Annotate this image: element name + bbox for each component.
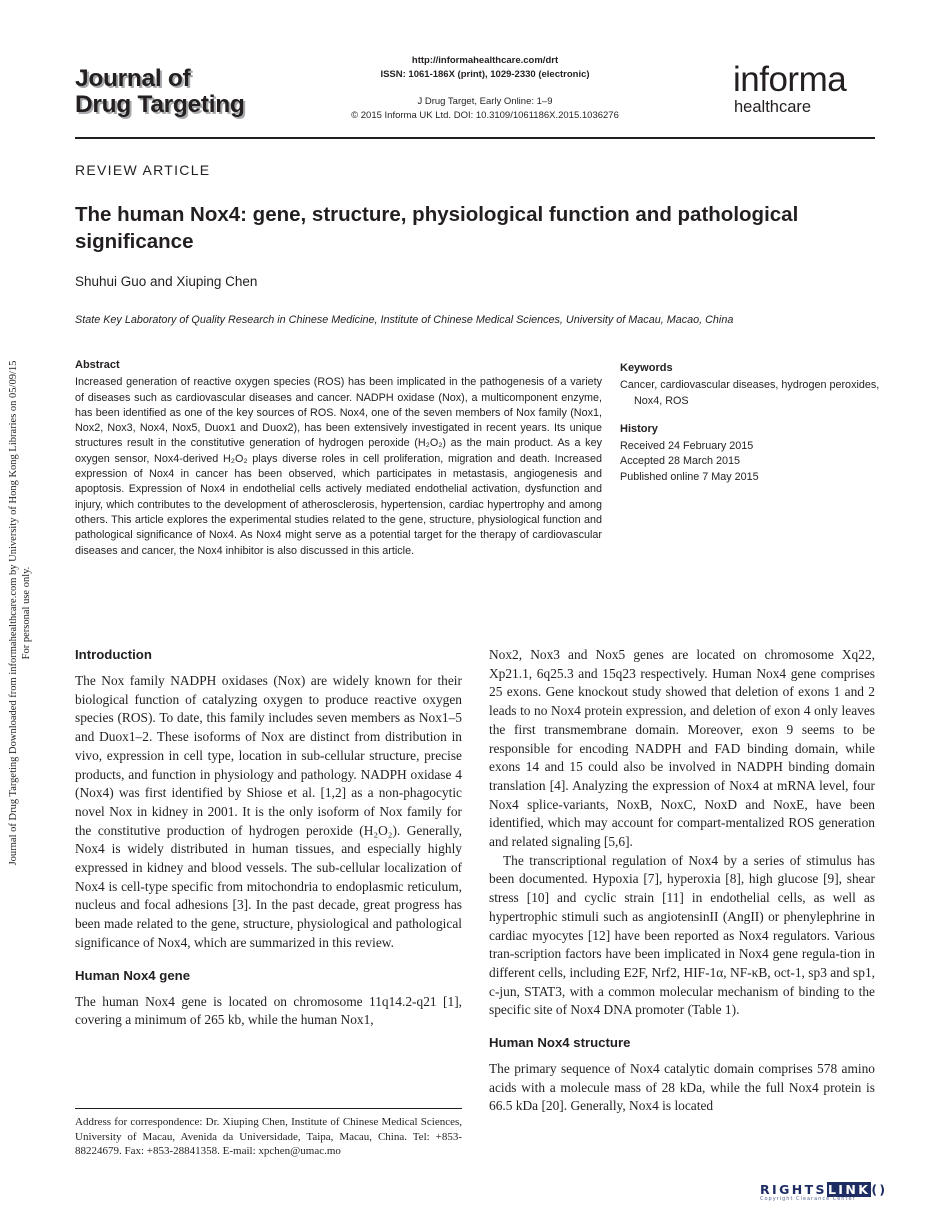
rightslink-word-post: () bbox=[871, 1182, 888, 1197]
abstract-box bbox=[75, 358, 602, 559]
article-title: The human Nox4: gene, structure, physiological function and pathological significance bbox=[75, 203, 799, 253]
rightslink-subtitle: Copyright Clearance Center bbox=[760, 1196, 856, 1202]
publisher-name: informa bbox=[733, 60, 847, 99]
gene-section-heading: Human Nox4 gene bbox=[75, 967, 191, 983]
body-column-right bbox=[489, 646, 875, 1116]
copyright-doi: © 2015 Informa UK Ltd. DOI: 10.3109/1061186X.2015.1036276 bbox=[351, 109, 619, 121]
keywords-text: Cancer, cardiovascular diseases, hydrogen peroxides, Nox4, ROS bbox=[620, 379, 880, 407]
header-meta bbox=[330, 54, 640, 122]
article-sidebar bbox=[620, 361, 880, 485]
history-heading: History bbox=[620, 422, 658, 435]
journal-logo-line-2: Drug Targeting bbox=[75, 91, 245, 118]
download-notice-line-2: For personal use only. bbox=[21, 566, 32, 660]
history-accepted: Accepted 28 March 2015 bbox=[620, 455, 741, 468]
abstract-text: Increased generation of reactive oxygen species (ROS) has been implicated in the pathogenesis of a variety of diseases such as cardiovascular diseases and cancer. NADPH oxidase (Nox), a multicomponent enzyme, has been identified as one of the key sources of ROS. Nox4, one of the seven members of Nox family (Nox1, Nox2, Nox3, Nox4, Nox5, Duox1 and Duox2), has been extensively investigated in recent years. Its unique structures result in the constitutive generation of hydrogen peroxide (H₂O₂) as the main product. As a key oxygen sensor, Nox4-derived H₂O₂ plays diverse roles in cell proliferation, migration and death. Increased expression of Nox4 in cancer has been observed, which participates in metastasis, angiogenesis and apoptosis. Expression of Nox4 in endothelial cells actively mediated endothelial activation, dysfunction and injury, which contributes to the development of atherosclerosis, hypertension, cardiac hypertrophy and among others. This article explores the experimental studies related to the gene, structure, physiological function and pathological significance of Nox4. As Nox4 might serve as a potential target for the therapy of cardiovascular diseases and cancer, the Nox4 inhibitor is also discussed in this article. bbox=[75, 376, 602, 557]
gene-paragraph-2: The transcriptional regulation of Nox4 by a series of stimulus has been documented. Hypoxia [7], hyperoxia [8], high glucose [9], shear stress [10] and cyclic strain [11] in endothelial cells, as well as hypertrophic stimuli such as angiotensinII (AngII) or phenylephrine in cardiac myocytes [12] have been reported as Nox4 regulators. Various tran-scription factors have been implicated in Nox4 gene regula-tion in different cells, including E2F, Nrf2, HIF-1α, NF-κB, oct-1, sp3 and sp1, c-jun, STAT3, with a common molecular mechanism of binding to the specific site of Nox4 DNA promoter (Table 1). bbox=[489, 852, 875, 1018]
journal-logo-line-1: Journal of bbox=[75, 65, 191, 92]
correspondence-footnote: Address for correspondence: Dr. Xiuping Chen, Institute of Chinese Medical Sciences, University of Macau, Avenida da Universidade, Taipa, Macau, China. Tel: +853-88224679. Fax: +853-28841358. E-mail: xpchen@umac.mo bbox=[75, 1116, 462, 1157]
footnote-divider bbox=[75, 1108, 462, 1109]
introduction-paragraph: The Nox family NADPH oxidases (Nox) are widely known for their biological function of catalyzing oxygen to produce reactive oxygen species (ROS). To date, this family includes seven members as Nox1–5 and Duox1–2. These isoforms of Nox are distinct from distribution in vivo, expression in cell type, location in sub-cellular structure, precise products, and function in physiology and pathology. NADPH oxidase 4 (Nox4) was first identified by Shiose et al. [1,2] as a non-phagocytic novel Nox in kidney in 2001. It is the only isoform of Nox family for the constitutive production of hydrogen peroxide (H₂O₂). Generally, Nox4 is widely distributed in human tissues, and especially highly expressed in kidney and blood vessels. The sub-cellular localization of Nox4 is cell-type specific from mitochondria to endoplasmic reticulum, nucleus and focal adhesions [3]. In the past decade, great progress has been made related to the gene, structure, physiological and pathological significance of Nox4, which are summarized in this review. bbox=[75, 673, 462, 950]
gene-paragraph-1-continued: Nox2, Nox3 and Nox5 genes are located on chromosome Xq22, Xp21.1, 6q25.3 and 15q23 respectively. Human Nox4 gene comprises 25 exons. Gene knockout study showed that deletion of exons 1 and 2 leads to no Nox4 protein expression, and deletion of exon 4 only leaves the first transmembrane domain. Moreover, exon 9 seems to be responsible for encoding NADPH and FAD binding domain, while exons 14 and 15 could also be involved in NADPH binding domain translation [4]. Analyzing the expression of Nox4 at mRNA level, four Nox4 splice-variants, NoxB, NoxC, NoxD and NoxE, have been identified, which may account for compart-mentalized ROS generation and related signaling [5,6]. bbox=[489, 647, 875, 850]
article-affiliation: State Key Laboratory of Quality Research in Chinese Medicine, Institute of Chinese Medical Sciences, University of Macau, Macao, China bbox=[75, 314, 734, 326]
article-authors: Shuhui Guo and Xiuping Chen bbox=[75, 274, 258, 289]
journal-logo bbox=[75, 66, 245, 118]
header-divider bbox=[75, 137, 875, 139]
publisher-subtitle: healthcare bbox=[734, 98, 812, 116]
journal-url[interactable]: http://informahealthcare.com/drt bbox=[411, 55, 559, 66]
journal-issn: ISSN: 1061-186X (print), 1029-2330 (electronic) bbox=[380, 68, 590, 80]
structure-paragraph-1: The primary sequence of Nox4 catalytic domain comprises 578 amino acids with a molecule mass of 28 kDa, while the full Nox4 protein is 66.5 kDa [20]. Generally, Nox4 is located bbox=[489, 1061, 875, 1114]
abstract-heading: Abstract bbox=[75, 359, 120, 371]
rightslink-wordmark bbox=[760, 1182, 888, 1197]
history-published: Published online 7 May 2015 bbox=[620, 470, 759, 483]
download-notice-line-1: Journal of Drug Targeting Downloaded from informahealthcare.com by University of Hong Kong Libraries on 05/09/15 bbox=[8, 360, 19, 866]
publisher-logo bbox=[733, 62, 846, 116]
journal-citation: J Drug Target, Early Online: 1–9 bbox=[417, 96, 553, 107]
keywords-heading: Keywords bbox=[620, 362, 673, 374]
body-column-left bbox=[75, 646, 462, 1030]
structure-section-heading: Human Nox4 structure bbox=[489, 1035, 631, 1051]
rightslink-logo[interactable] bbox=[760, 1182, 888, 1202]
introduction-heading: Introduction bbox=[75, 647, 152, 662]
history-received: Received 24 February 2015 bbox=[620, 440, 754, 453]
article-type: REVIEW ARTICLE bbox=[75, 162, 211, 178]
download-notice bbox=[7, 288, 33, 938]
rightslink-word-pre: RIGHTS bbox=[760, 1182, 827, 1197]
gene-paragraph-1: The human Nox4 gene is located on chromosome 11q14.2-q21 [1], covering a minimum of 265 kb, while the human Nox1, bbox=[75, 993, 462, 1028]
rightslink-word-highlight: LINK bbox=[827, 1182, 871, 1197]
